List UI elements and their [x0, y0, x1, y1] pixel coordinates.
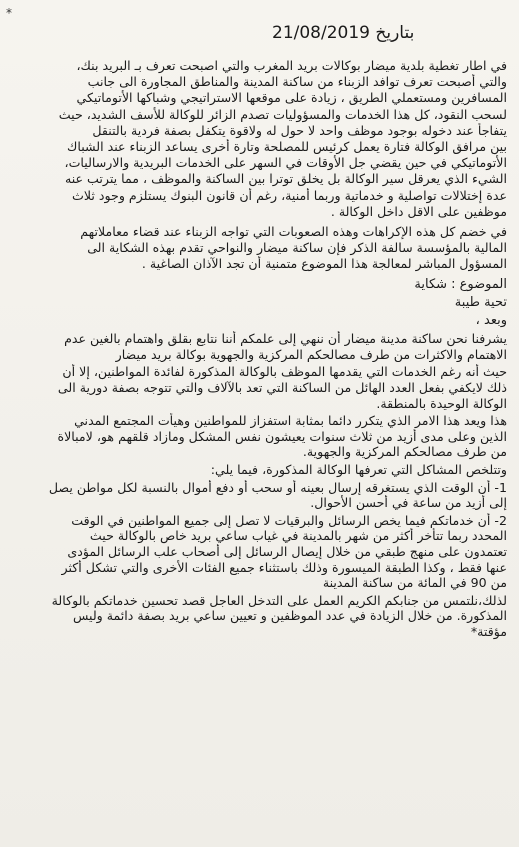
paragraph-line: المالية بالمؤسسة سالفة الذكر فإن ساكنة ميضار والنواحي تقدم بهذه الشكاية الى [87, 240, 507, 256]
paragraph-line: 2- أن خدماتكم فيما يخص الرسائل والبرقيات لا تصل إلى جميع المواطنين في الوقت [71, 512, 507, 528]
letter-paragraph-7 [13, 593, 507, 640]
paragraph-line: يتفاجأ عند دخوله بوجود موظف واحد لا حول له ولاقوة يتكفل بصفة فردية بالتنقل [92, 122, 507, 138]
paragraph-line: عنها فقط ، وكذا الطبقة الميسورة وذلك باستثناء جميع الفئات الأخرى والتي تشكل أكثر [61, 559, 507, 575]
paragraph-line: الشيء الذي يعرقل سير الوكالة بل يخلق توترا بين الساكنة والموظف ، مما يترتب عنه [64, 171, 507, 187]
paragraph-line: 1- أن الوقت الذي يستغرقه إرسال بعينه أو سحب أو دفع أموال بالنسبة لكل مواطن يصل [48, 479, 507, 495]
paragraph-line: حيث أنه رغم الخدمات التي يقدمها الموظف بالوكالة المذكورة لفائدة المواطنين، إلا أن [62, 364, 507, 380]
paragraph-line: مؤقتة* [470, 623, 507, 639]
letter-subject-block [13, 277, 507, 330]
paragraph-line: الأتوماتيكي في حين يقضي جل الأوقات في السهر على الخدمات البريدية والارساليات، [64, 155, 507, 171]
letter-paragraph-3 [13, 413, 507, 460]
corner-asterisk-mark: * [6, 6, 12, 20]
letter-greeting: تحية طيبة [454, 294, 507, 310]
letter-paragraph-4 [13, 462, 507, 478]
paragraph-line: لذلك،نلتمس من جنابكم الكريم العمل على التدخل العاجل قصد تحسين خدماتكم بالوكالة [51, 592, 507, 608]
paragraph-line: تعتمدون على منهج طبقي من خلال إيصال الرسائل إلى أصحاب علب الرسائل المؤدى [67, 543, 507, 559]
letter-paragraph-5 [13, 480, 507, 511]
paragraph-line: الوكالة الوحيدة بالمنطقة. [376, 395, 507, 411]
paragraph-line: وتتلخص المشاكل التي تعرفها الوكالة المذكورة، فيما يلي: [210, 462, 507, 477]
paragraph-line: المحدد ربما تتأخر أكثر من شهر بالمدينة في غياب ساعي بريد خاص بالوكالة حيث [89, 528, 507, 544]
letter-paragraph-1 [13, 331, 507, 362]
paragraph-line: يشرفنا نحن ساكنة مدينة ميضار أن ننهي إلى علمكم أننا نتابع بقلق واهتمام بالغين عدم [64, 331, 507, 347]
paragraph-line: المسؤول المباشر لمعالجة هذا الموضوع متمنية أن تجد الآذان الصاغية . [141, 256, 507, 272]
intro-paragraph-1 [13, 58, 507, 220]
paragraph-line: إلى أزيد من ساعة في أحسن الأحوال. [310, 495, 507, 511]
paragraph-line: والتي أصبحت تعرف توافد الزبناء من ساكنة المدينة والمناطق المجاورة الى جانب [87, 74, 507, 90]
paragraph-line: الذين وعلى مدى أزيد من ثلاث سنوات يعيشون نفس المشكل ومازاد قلقهم هو، لامبالاة [57, 428, 507, 444]
paragraph-line: لسحب النقود، كل هذا الخدمات والمسؤوليات تصدم الزائر للوكالة للأسف الشديد، حيث [58, 106, 507, 122]
paragraph-line: الاهتمام والاكثرات من طرف مصالحكم المركزية والجهوية بوكالة بريد ميضار [115, 346, 507, 362]
paragraph-line: هذا ويعد هذا الامر الذي يتكرر دائما بمثابة استفزاز للمواطنين وهيأت المجتمع المدني [74, 413, 507, 429]
paragraph-line: عدة إختلالات تواصلية و خدماتية وربما أمنية، رغم أن قانون البنوك يستلزم وجود ثلاث [72, 187, 507, 203]
intro-paragraph-2 [13, 224, 507, 273]
paragraph-line: من 90 في المائة من ساكنة المدينة [322, 575, 507, 591]
paragraph-line: موظفين على الاقل داخل الوكالة . [330, 203, 507, 219]
letter-body [13, 58, 507, 640]
paragraph-line: في خضم كل هذه الإكراهات وهذه الصعوبات التي تواجه الزبناء عند قضاء معاملاتهم [80, 224, 507, 240]
paragraph-line: في اطار تغطية بلدية ميضار بوكالات بريد المغرب والتي اصبحت تعرف بـ البريد بنك، [76, 58, 507, 73]
paragraph-line: المسافرين ومستعملي الطريق ، زيادة على موقعها الاستراتيجي وشباكها الأتوماتيكي [76, 90, 507, 106]
letter-subject: الموضوع : شكاية [414, 276, 507, 292]
paragraph-line: بين مرافق الوكالة فتارة يعمل كرئيس للمصلحة وتارة أخرى يساعد الزبناء عند الشباك [67, 139, 507, 155]
letter-paragraph-6 [13, 513, 507, 591]
letter-paragraph-2 [13, 364, 507, 411]
paragraph-line: من طرف مصالحكم المركزية والجهوية. [302, 444, 507, 460]
paragraph-line: ذلك لايكفي بفعل العدد الهائل من الساكنة التي تعد بالآلاف والتي تتوجه بصفة دورية الى [57, 380, 507, 396]
letter-date: بتاريخ 21/08/2019 [272, 23, 415, 43]
letter-opening: وبعد ، [475, 313, 507, 329]
paragraph-line: المذكورة. من خلال الزيادة في عدد الموظفين و تعيين ساعي بريد بصفة دائمة وليس [72, 608, 507, 624]
